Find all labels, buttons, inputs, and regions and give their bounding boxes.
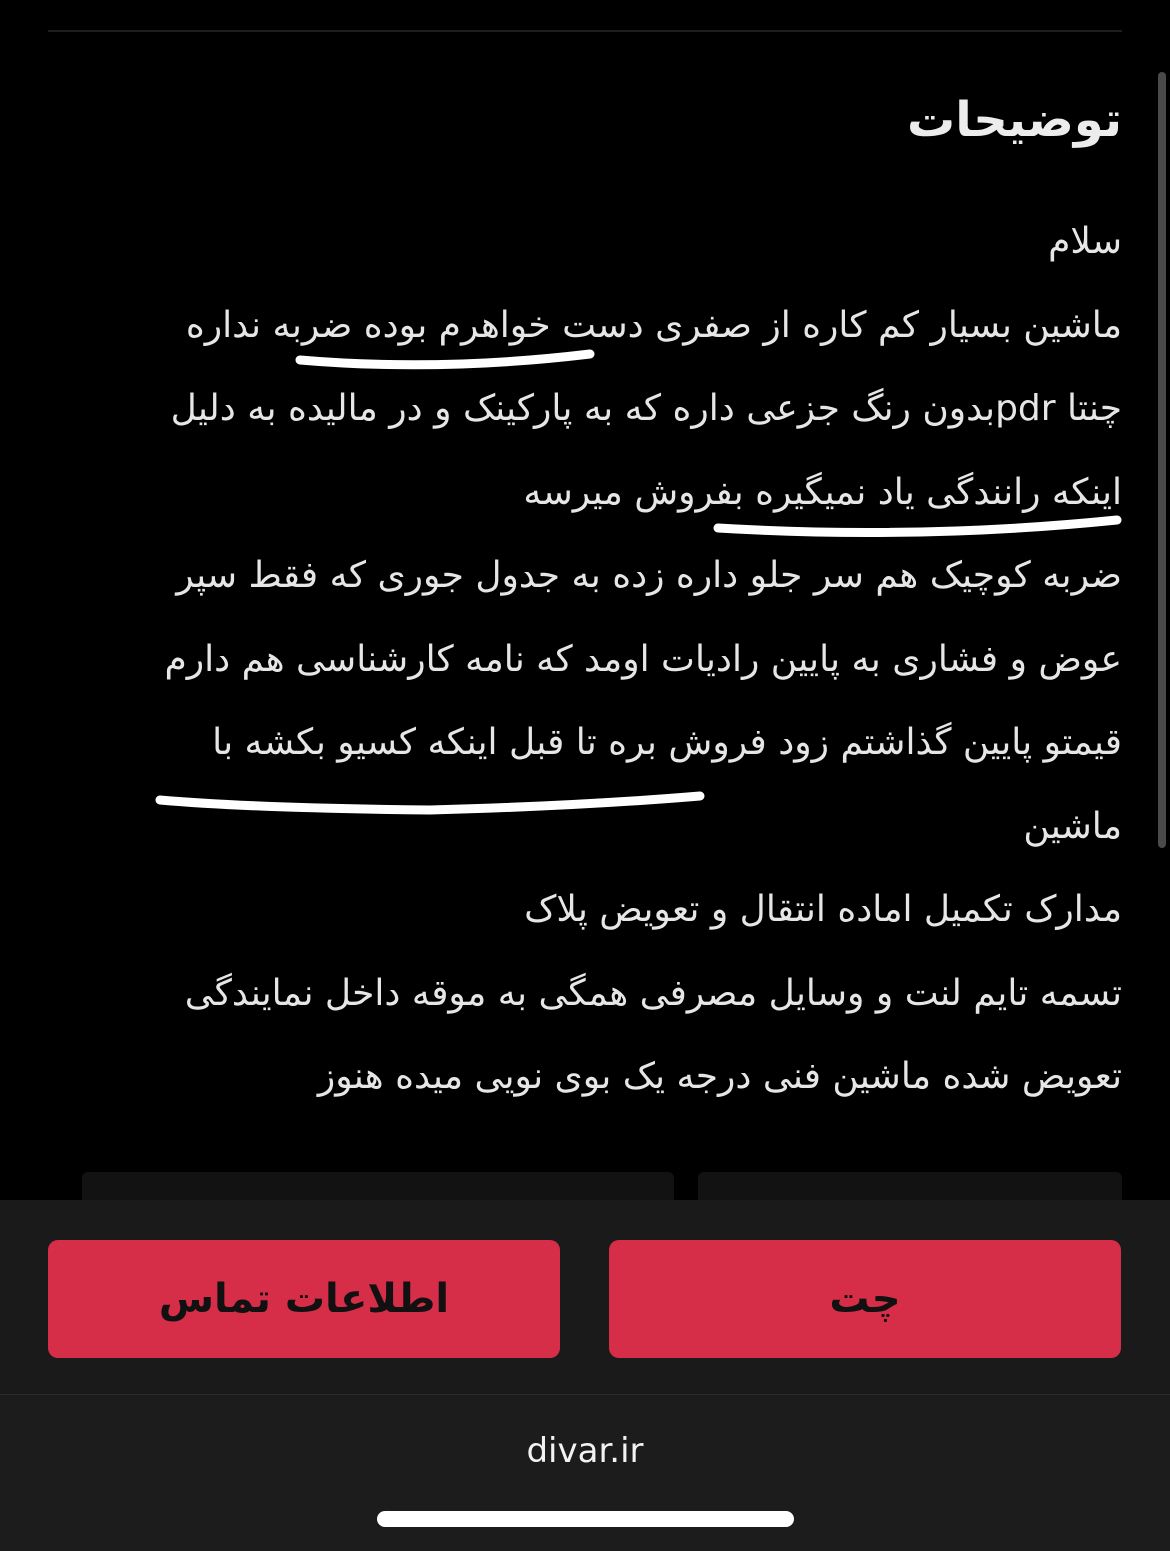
home-indicator[interactable] [377, 1511, 794, 1527]
url-text[interactable]: divar.ir [526, 1431, 644, 1471]
section-title: توضیحات [907, 92, 1122, 148]
description-line: قیمتو پایین گذاشتم زود فروش بره تا قبل اینکه کسیو بکشه با [212, 722, 1122, 763]
description-line: مدارک تکمیل اماده انتقال و تعویض پلاک [524, 889, 1122, 930]
description-line: ضربه کوچیک هم سر جلو داره زده به جدول جوری که فقط سپر [176, 555, 1122, 596]
contact-info-button[interactable]: اطلاعات تماس [48, 1240, 560, 1358]
action-bar [0, 1200, 1170, 1394]
description-line: تعویض شده ماشین فنی درجه یک بوی نویی میده هنوز [317, 1056, 1122, 1097]
description-line: ماشین بسیار کم کاره از صفری دست خواهرم بوده ضربه نداره [185, 304, 1122, 346]
description-line: عوض و فشاری به پایین رادیات اومد که نامه کارشناسی هم دارم [164, 638, 1122, 680]
underline-stroke [160, 796, 700, 810]
underline-stroke [300, 354, 590, 365]
chat-button[interactable]: چت [609, 1240, 1121, 1358]
description-line: ماشین [1023, 805, 1122, 847]
description-line: اینکه رانندگی یاد نمیگیره بفروش میرسه [523, 471, 1122, 513]
description-line: تسمه تایم لنت و وسایل مصرفی همگی به موقه داخل نمایندگی [184, 972, 1122, 1014]
browser-address-bar [0, 1394, 1170, 1551]
description-line: سلام [1048, 221, 1122, 262]
underline-stroke [718, 520, 1117, 533]
description-line: چنتا pdrبدون رنگ جزعی داره که به پارکینک و در مالیده به دلیل [170, 388, 1122, 429]
